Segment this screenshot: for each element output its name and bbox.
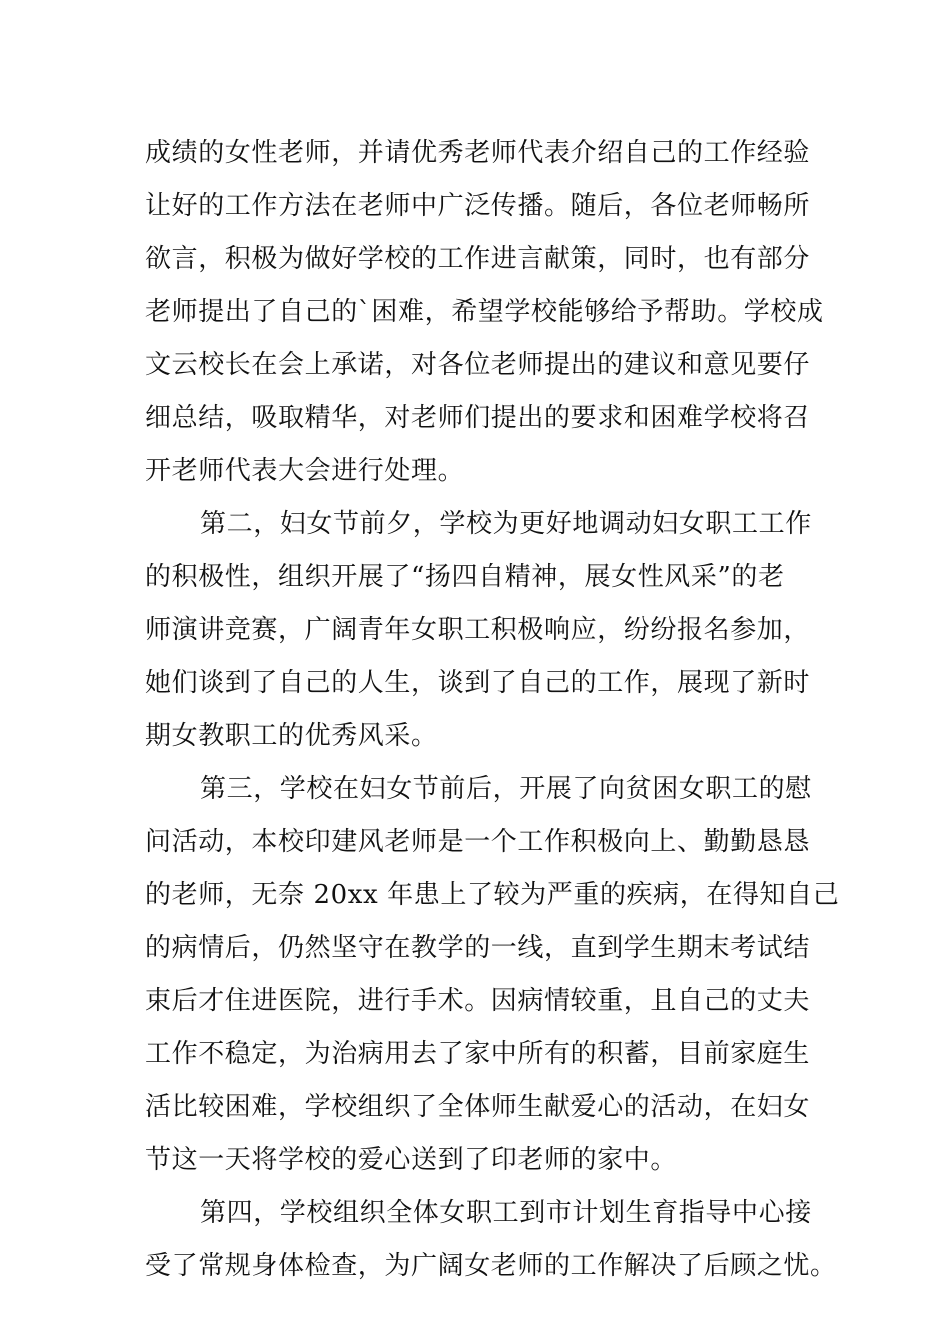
text-line: 节这一天将学校的爱心送到了印老师的家中。 bbox=[145, 1145, 678, 1175]
text-line: 师演讲竞赛，广阔青年女职工积极响应，纷纷报名参加， bbox=[145, 615, 811, 645]
text-line: 文云校长在会上承诺，对各位老师提出的建议和意见要仔 bbox=[145, 350, 811, 380]
text-line: 的老师，无奈 20xx 年患上了较为严重的疾病，在得知自己 bbox=[145, 880, 840, 910]
paragraph-start-line: 第三，学校在妇女节前后，开展了向贫困女职工的慰 bbox=[200, 774, 812, 804]
document-body bbox=[145, 127, 840, 1293]
text-line: 工作不稳定，为治病用去了家中所有的积蓄，目前家庭生 bbox=[145, 1039, 811, 1069]
text-line: 开老师代表大会进行处理。 bbox=[145, 456, 465, 486]
text-line: 问活动，本校印建风老师是一个工作积极向上、勤勤恳恳 bbox=[145, 827, 811, 857]
text-line: 束后才住进医院，进行手术。因病情较重，且自己的丈夫 bbox=[145, 986, 811, 1016]
paragraph-start-line: 第四，学校组织全体女职工到市计划生育指导中心接 bbox=[200, 1198, 812, 1228]
text-line: 受了常规身体检查，为广阔女老师的工作解决了后顾之忧。 bbox=[145, 1251, 837, 1281]
paragraph-start-line: 第二，妇女节前夕，学校为更好地调动妇女职工工作 bbox=[200, 509, 812, 539]
text-line: 活比较困难，学校组织了全体师生献爱心的活动，在妇女 bbox=[145, 1092, 811, 1122]
text-line: 她们谈到了自己的人生，谈到了自己的工作，展现了新时 bbox=[145, 668, 811, 698]
text-line: 欲言，积极为做好学校的工作进言献策，同时，也有部分 bbox=[145, 244, 811, 274]
text-line: 的积极性，组织开展了“扬四自精神，展女性风采”的老 bbox=[145, 562, 785, 592]
text-line: 细总结，吸取精华，对老师们提出的要求和困难学校将召 bbox=[145, 403, 811, 433]
text-line: 成绩的女性老师，并请优秀老师代表介绍自己的工作经验 bbox=[145, 138, 811, 168]
text-line: 期女教职工的优秀风采。 bbox=[145, 721, 438, 751]
text-line: 老师提出了自己的`困难，希望学校能够给予帮助。学校成 bbox=[145, 297, 824, 327]
text-line: 的病情后，仍然坚守在教学的一线，直到学生期末考试结 bbox=[145, 933, 811, 963]
text-line: 让好的工作方法在老师中广泛传播。随后，各位老师畅所 bbox=[145, 191, 811, 221]
